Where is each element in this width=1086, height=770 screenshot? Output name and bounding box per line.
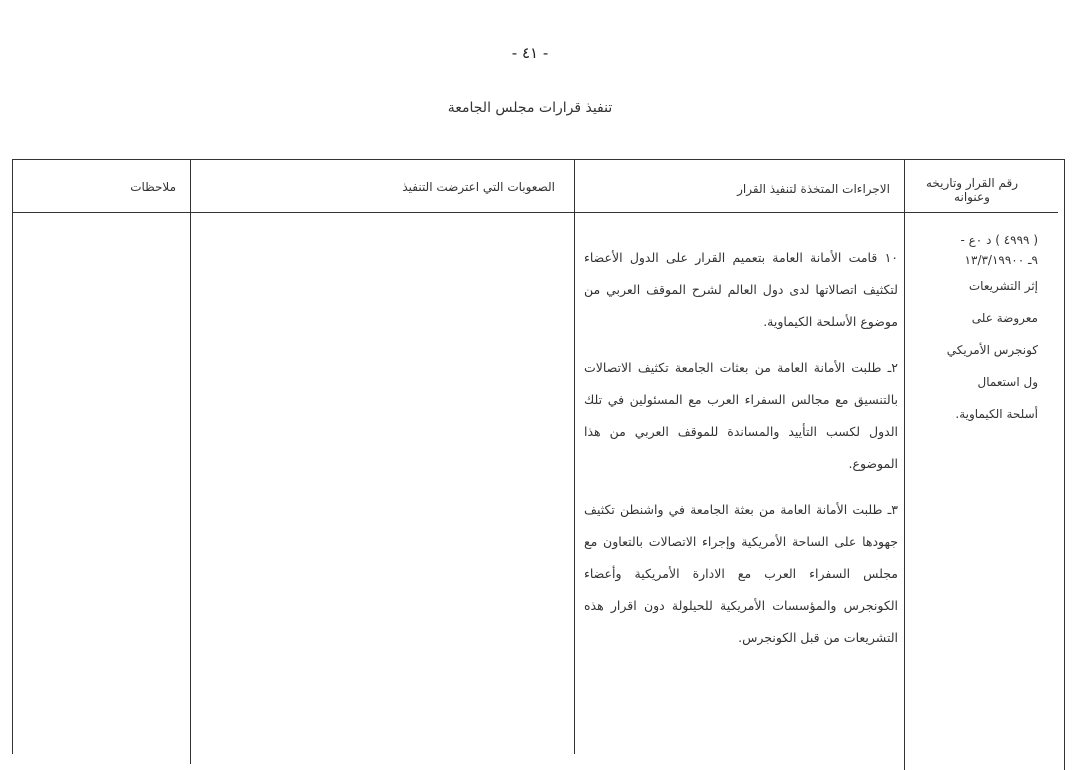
action-item: ٢ـ طلبت الأمانة العامة من بعثات الجامعة تكثيف الاتصالات بالتنسيق مع مجالس السفراء العرب مع المسئولين في تلك الدول لكسب التأييد والمساندة للموقف العربي من هذا الموضوع. [584, 360, 898, 471]
col-border [904, 159, 905, 770]
decision-line: إثر التشريعات [968, 279, 1038, 293]
decision-line: معروضة على [971, 311, 1038, 325]
col-border [190, 159, 191, 764]
page-number: - ٤١ - [511, 44, 549, 62]
decision-line: ول استعمال [977, 375, 1038, 389]
decision-line: ( ٤٩٩٩ ) د ٠ع - [960, 233, 1038, 247]
header-divider [12, 212, 1058, 213]
table-top-border [12, 159, 1064, 160]
header-decision: رقم القرار وتاريخه وعنوانه [925, 176, 1019, 204]
col-border [12, 159, 13, 754]
page-title: تنفيذ قرارات مجلس الجامعة [447, 100, 613, 116]
header-notes: ملاحظات [130, 180, 176, 194]
col-border [574, 159, 575, 754]
action-item: ٣ـ طلبت الأمانة العامة من بعثة الجامعة في واشنطن تكثيف جهودها على الساحة الأمريكية وإجراء الاتصالات بالتعاون مع مجلس السفراء العرب مع الادارة الأمريكية وأعضاء الكونجرس والمؤسسات الأمريكية للحيلولة دون اقرار هذه التشريعات من قبل الكونجرس. [584, 502, 898, 645]
header-difficulties: الصعوبات التي اعترضت التنفيذ [402, 180, 555, 194]
action-item: ١٠ قامت الأمانة العامة بتعميم القرار على الدول الأعضاء لتكثيف اتصالاتها لدى دول العالم لشرح الموقف العربي من موضوع الأسلحة الكيماوية. [584, 250, 898, 329]
decision-cell [910, 230, 1038, 430]
decision-line: أسلحة الكيماوية. [955, 407, 1038, 421]
actions-cell [584, 242, 898, 668]
decision-line: ٩ـ ١٣/٣/١٩٩٠٠ [964, 253, 1038, 267]
col-border [1064, 159, 1065, 770]
header-actions: الاجراءات المتخذة لتنفيذ القرار [737, 182, 890, 196]
decision-line: كونجرس الأمريكي [946, 343, 1038, 357]
